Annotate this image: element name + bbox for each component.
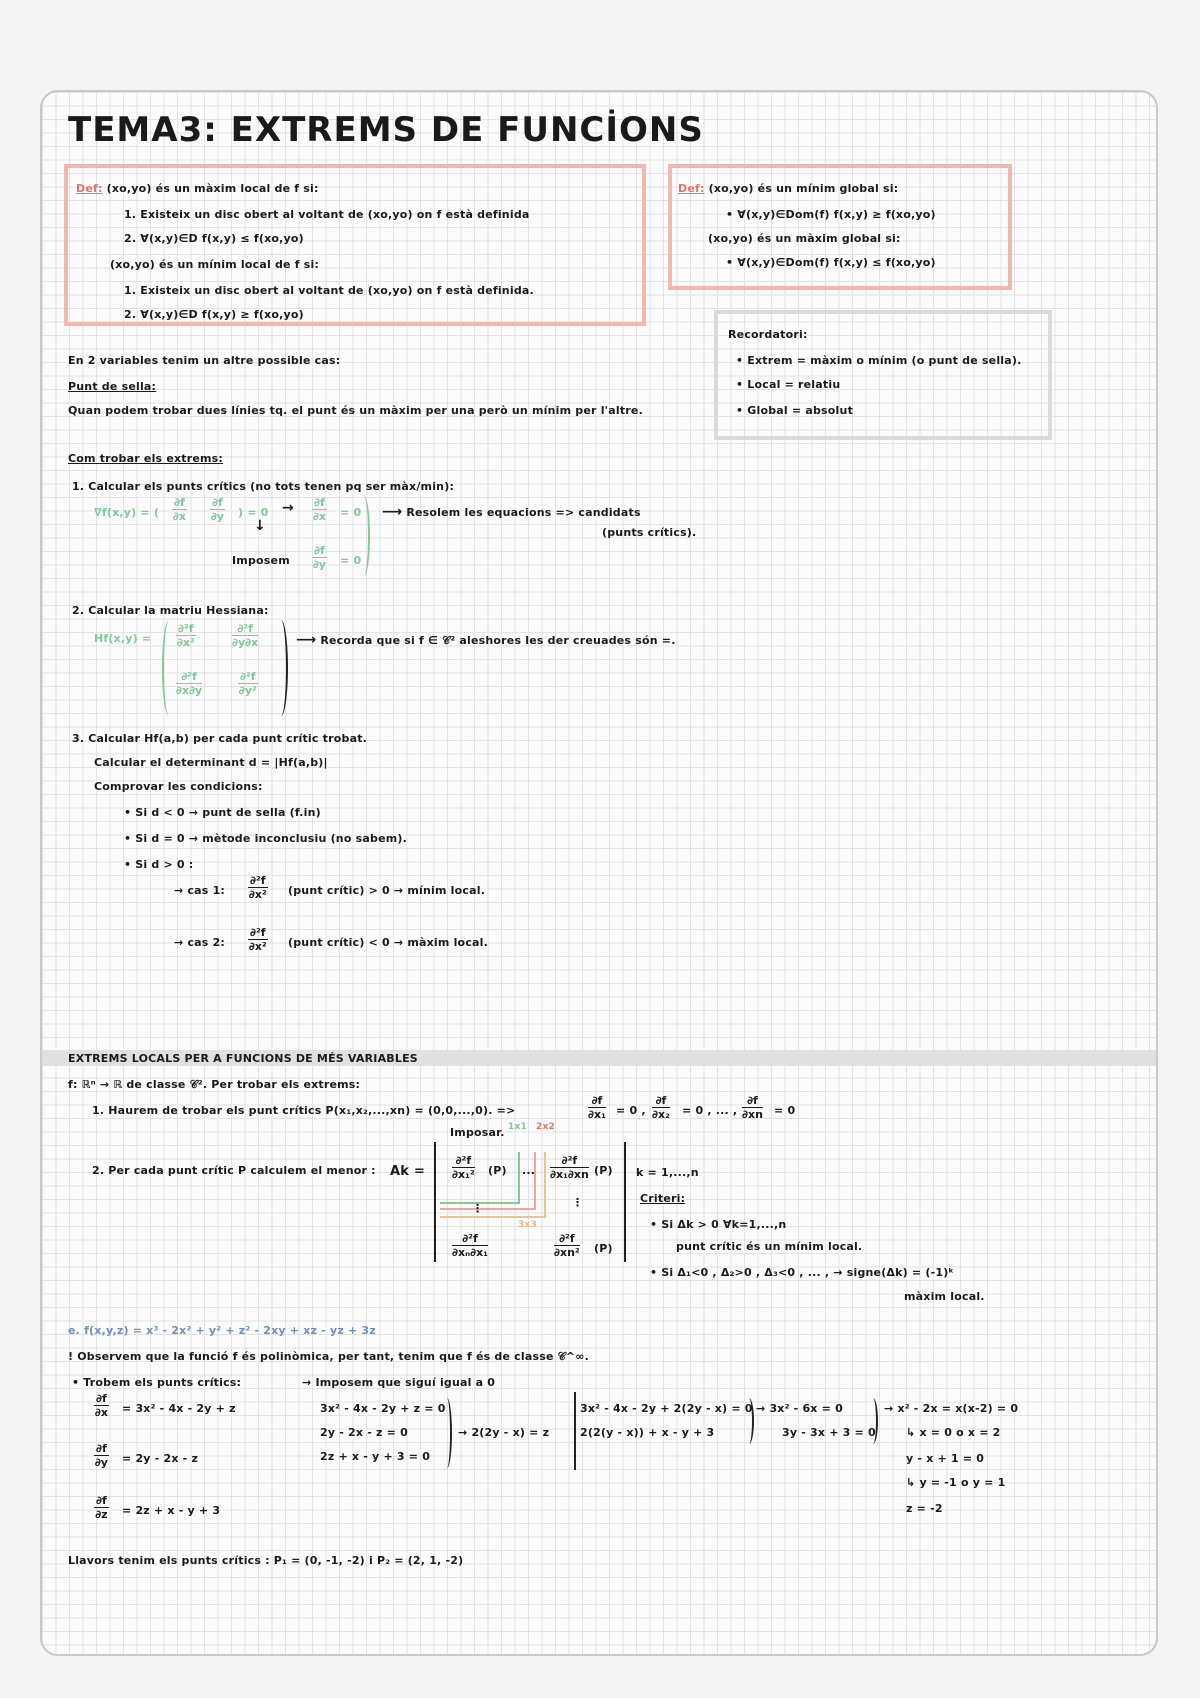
hess-fyx — [232, 622, 258, 649]
arrow-icon: ⟶ — [382, 504, 403, 520]
frac-num: ∂f — [588, 1094, 606, 1108]
frac-den: ∂xn² — [554, 1246, 580, 1259]
frac-den: ∂y — [210, 510, 224, 523]
nvar-line1: f: ℝⁿ → ℝ de classe 𝒞². Per trobar els extrems: — [68, 1078, 361, 1091]
def-local-text1: (xo,yo) és un màxim local de f si: — [106, 182, 319, 195]
nvar-eq2: = 0 , ... , — [682, 1104, 738, 1117]
frac-num: ∂f — [96, 1494, 107, 1507]
criteri-2b: màxim local. — [904, 1290, 985, 1303]
cas1-result: (punt crític) > 0 → mínim local. — [288, 884, 486, 897]
ak-ann — [554, 1232, 580, 1259]
block-2x2-label: 2x2 — [536, 1122, 555, 1132]
sys1-c: 2z + x - y + 3 = 0 — [320, 1450, 431, 1463]
sys1-brace — [442, 1398, 452, 1468]
frac-den: ∂y² — [238, 684, 257, 697]
sys2-bar — [574, 1392, 576, 1470]
sys2-brace — [744, 1398, 754, 1444]
how-step1: 1. Calcular els punts crítics (no tots tenen pq ser màx/min): — [72, 480, 455, 493]
hess-fyy — [238, 670, 258, 697]
frac-den: ∂y — [312, 558, 326, 571]
frac-den: ∂x₁ — [588, 1108, 606, 1121]
intro-line1: En 2 variables tenim un altre possible cas: — [68, 354, 341, 367]
grad-eq0: ) = 0 — [238, 506, 269, 519]
hess-fxx — [176, 622, 196, 649]
ak-label: Ak = — [390, 1164, 425, 1179]
def-global-line3: (xo,yo) és un màxim global si: — [708, 232, 901, 245]
sol-4: ↳ y = -1 o y = 1 — [906, 1476, 1006, 1489]
sol-5: z = -2 — [906, 1502, 943, 1515]
cond-1: • Si d < 0 → punt de sella (f.in) — [124, 806, 321, 819]
arrow-icon: ⟶ — [296, 632, 317, 648]
frac-df-dy-2 — [312, 544, 327, 571]
sys3-b: 3y - 3x + 3 = 0 — [782, 1426, 876, 1439]
sys3-a: → 3x² - 6x = 0 — [756, 1402, 843, 1415]
frac-den: ∂x² — [248, 940, 267, 953]
frac-df-dy — [210, 496, 225, 523]
frac-num: ∂f — [96, 1392, 107, 1405]
ak-a11-p: (P) — [488, 1164, 507, 1177]
example-line1: ! Observem que la funció f és polinòmica, per tant, tenim que f és de classe 𝒞^∞. — [68, 1350, 590, 1363]
eq-zero-1: = 0 — [340, 506, 362, 519]
example-title: e. f(x,y,z) = x³ - 2x² + y² + z² - 2xy + xz - yz + 3z — [68, 1324, 376, 1337]
frac-num: ∂²f — [250, 926, 266, 939]
intro-line3: Quan podem trobar dues línies tq. el punt és un màxim per una però un mínim per l'altre. — [68, 404, 643, 417]
frac-df-dx — [172, 496, 187, 523]
hess-paren-left — [162, 620, 176, 716]
ex-df-dx-val: = 3x² - 4x - 2y + z — [122, 1402, 236, 1415]
example-line3: → Imposem que siguí igual a 0 — [302, 1376, 496, 1389]
frac-den: ∂x — [312, 510, 326, 523]
frac-den: ∂x₁∂xn — [550, 1168, 589, 1181]
def-local-line1 — [76, 182, 319, 195]
how-step3b: Comprovar les condicions: — [94, 780, 263, 793]
ak-ann-p: (P) — [594, 1242, 613, 1255]
cas2-label: → cas 2: — [174, 936, 226, 949]
nvar-eq1: = 0 , — [616, 1104, 646, 1117]
frac-den: ∂xₙ∂x₁ — [452, 1246, 488, 1259]
frac-num: ∂f — [174, 496, 185, 509]
recordatori-line1: • Extrem = màxim o mínim (o punt de sella). — [736, 354, 1022, 367]
det-bar-right — [624, 1142, 626, 1262]
def-prefix-global: Def: — [678, 182, 705, 195]
frac-den: ∂y — [94, 1456, 108, 1469]
frac-num: ∂f — [314, 496, 325, 509]
eq-zero-2: = 0 — [340, 554, 362, 567]
nvar-frac3 — [742, 1094, 763, 1121]
frac-den: ∂x² — [248, 888, 267, 901]
how-step2: 2. Calcular la matriu Hessiana: — [72, 604, 269, 617]
ak-vdots-right: ⋮ — [572, 1196, 584, 1209]
frac-num: ∂²f — [240, 670, 256, 683]
def-global-line4: • ∀(x,y)∈Dom(f) f(x,y) ≤ f(xo,yo) — [726, 256, 936, 269]
arrow-down: ↓ — [254, 518, 266, 534]
sys2-b: 2(2(y - x)) + x - y + 3 — [580, 1426, 715, 1439]
cas2-result: (punt crític) < 0 → màxim local. — [288, 936, 489, 949]
nvar-frac2 — [652, 1094, 670, 1121]
recorda-text: Recorda que si f ∈ 𝒞² aleshores les der creuades són =. — [320, 634, 676, 647]
block-1x1-label: 1x1 — [508, 1122, 527, 1132]
frac-df-dx-2 — [312, 496, 327, 523]
resolem-text: Resolem les equacions => candidats — [406, 506, 641, 519]
hess-label: Hf(x,y) = — [94, 632, 152, 645]
frac-num: ∂²f — [176, 670, 202, 684]
page-title: TEMA3: EXTREMS DE FUNCİONS — [68, 110, 704, 150]
frac-num: ∂²f — [554, 1232, 580, 1246]
cas1-frac — [248, 874, 268, 901]
ak-a1n — [550, 1154, 589, 1181]
brace-green — [358, 496, 370, 576]
criteri-label: Criteri: — [640, 1192, 686, 1205]
frac-num: ∂²f — [232, 622, 258, 636]
criteri-1b: punt crític és un mínim local. — [676, 1240, 863, 1253]
recordatori-title: Recordatori: — [728, 328, 808, 341]
frac-den: ∂xn — [742, 1108, 763, 1121]
how-heading: Com trobar els extrems: — [68, 452, 224, 465]
frac-num: ∂²f — [250, 874, 266, 887]
frac-num: ∂f — [212, 496, 223, 509]
sys1-a: 3x² - 4x - 2y + z = 0 — [320, 1402, 446, 1415]
sol-1: → x² - 2x = x(x-2) = 0 — [884, 1402, 1019, 1415]
recordatori-line2: • Local = relatiu — [736, 378, 841, 391]
nvar-step1: 1. Haurem de trobar els punt crítics P(x₁,x₂,...,xn) = (0,0,...,0). => — [92, 1104, 516, 1117]
sol-3: y - x + 1 = 0 — [906, 1452, 985, 1465]
sys-arrow: → 2(2y - x) = z — [458, 1426, 550, 1439]
def-global-line2: • ∀(x,y)∈Dom(f) f(x,y) ≥ f(xo,yo) — [726, 208, 936, 221]
ak-a11 — [452, 1154, 475, 1181]
frac-num: ∂f — [742, 1094, 763, 1108]
how-step3: 3. Calcular Hf(a,b) per cada punt crític trobat. — [72, 732, 368, 745]
cas2-frac — [248, 926, 268, 953]
hess-paren-right — [274, 620, 288, 716]
frac-den: ∂x² — [176, 636, 195, 649]
frac-den: ∂z — [95, 1508, 108, 1521]
how-step2-right — [296, 632, 676, 648]
frac-den: ∂x — [172, 510, 186, 523]
ex-df-dz — [94, 1494, 109, 1521]
frac-den: ∂x₁² — [452, 1168, 475, 1181]
k-range: k = 1,...,n — [636, 1166, 699, 1179]
sys3-brace — [868, 1398, 878, 1444]
cond-2: • Si d = 0 → mètode inconclusiu (no sabem). — [124, 832, 407, 845]
def-local-line5: 1. Existeix un disc obert al voltant de (xo,yo) on f està definida. — [124, 284, 534, 297]
ex-df-dy-val: = 2y - 2x - z — [122, 1452, 199, 1465]
criteri-1: • Si Δk > 0 ∀k=1,...,n — [650, 1218, 787, 1231]
hess-fxy — [176, 670, 202, 697]
cas1-label: → cas 1: — [174, 884, 226, 897]
frac-den: ∂x — [94, 1406, 108, 1419]
frac-den: ∂y∂x — [232, 636, 259, 649]
how-step3a: Calcular el determinant d = |Hf(a,b)| — [94, 756, 328, 769]
example-final: Llavors tenim els punts crítics : P₁ = (0, -1, -2) i P₂ = (2, 1, -2) — [68, 1554, 464, 1567]
ak-a1n-p: (P) — [594, 1164, 613, 1177]
criteri-2: • Si Δ₁<0 , Δ₂>0 , Δ₃<0 , ... , → signe(Δk) = (-1)ᵏ — [650, 1266, 954, 1279]
intro-line2: Punt de sella: — [68, 380, 157, 393]
frac-num: ∂²f — [178, 622, 194, 635]
frac-den: ∂x₂ — [652, 1108, 670, 1121]
sys2-a: 3x² - 4x - 2y + 2(2y - x) = 0 — [580, 1402, 753, 1415]
frac-den: ∂x∂y — [176, 684, 203, 697]
def-local-line4: (xo,yo) és un mínim local de f si: — [110, 258, 320, 271]
nvar-frac1 — [588, 1094, 606, 1121]
det-bar-left — [434, 1142, 436, 1262]
recordatori-line3: • Global = absolut — [736, 404, 854, 417]
ak-dots-top: ... — [522, 1164, 536, 1177]
example-line2: • Trobem els punts crítics: — [72, 1376, 242, 1389]
imposem-label: Imposem — [232, 554, 290, 567]
arrow-right: → — [282, 500, 294, 516]
grad-label: ∇f(x,y) = ( — [94, 506, 160, 519]
cond-3: • Si d > 0 : — [124, 858, 194, 871]
ex-df-dx — [94, 1392, 109, 1419]
def-global-line1 — [678, 182, 898, 195]
frac-num: ∂f — [96, 1442, 107, 1455]
def-local-line6: 2. ∀(x,y)∈D f(x,y) ≥ f(xo,yo) — [124, 308, 304, 321]
def-local-line2: 1. Existeix un disc obert al voltant de (xo,yo) on f està definida — [124, 208, 530, 221]
how-step1-right2: (punts crítics). — [602, 526, 697, 539]
ex-df-dy — [94, 1442, 109, 1469]
nvar-step2: 2. Per cada punt crític P calculem el menor : — [92, 1164, 376, 1177]
sys1-b: 2y - 2x - z = 0 — [320, 1426, 408, 1439]
ak-vdots-left: ⋮ — [472, 1202, 484, 1215]
def-prefix: Def: — [76, 182, 103, 195]
ex-df-dz-val: = 2z + x - y + 3 — [122, 1504, 221, 1517]
sol-2: ↳ x = 0 o x = 2 — [906, 1426, 1001, 1439]
def-local-line3: 2. ∀(x,y)∈D f(x,y) ≤ f(xo,yo) — [124, 232, 304, 245]
frac-num: ∂²f — [452, 1154, 475, 1168]
nvar-heading: EXTREMS LOCALS PER A FUNCIONS DE MÉS VARIABLES — [68, 1052, 418, 1065]
how-step1-right1 — [382, 504, 641, 520]
block-3x3-label: 3x3 — [518, 1220, 537, 1230]
def-global-text1: (xo,yo) és un mínim global si: — [708, 182, 899, 195]
nvar-eq3: = 0 — [774, 1104, 796, 1117]
frac-num: ∂²f — [452, 1232, 488, 1246]
impose-label: Imposar. — [450, 1126, 505, 1139]
frac-num: ∂f — [652, 1094, 670, 1108]
frac-num: ∂²f — [550, 1154, 589, 1168]
ak-an1 — [452, 1232, 488, 1259]
frac-num: ∂f — [314, 544, 325, 557]
notes-page — [40, 90, 1158, 1656]
